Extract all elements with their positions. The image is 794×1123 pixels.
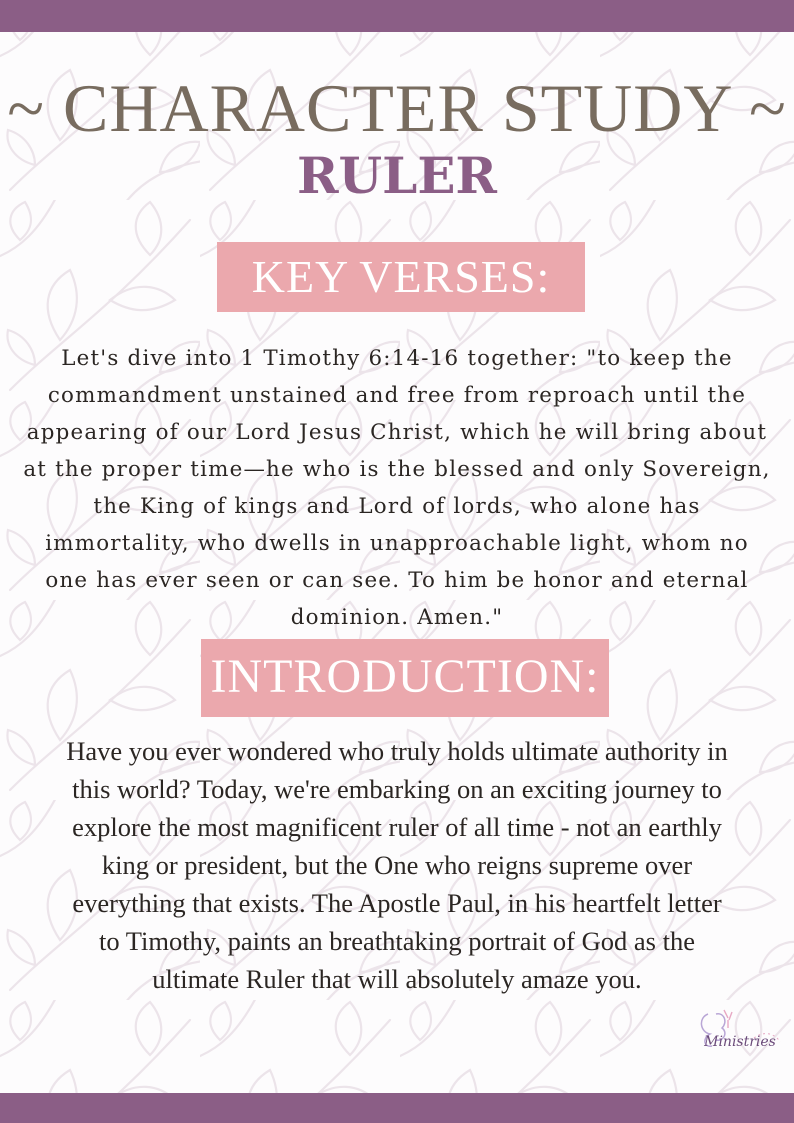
ministries-logo	[694, 1008, 786, 1086]
logo-text: Ministries	[704, 1034, 776, 1050]
intro-line: everything that exists. The Apostle Paul, in his heartfelt letter	[72, 888, 722, 918]
verse-line: dominion. Amen."	[290, 605, 504, 630]
introduction-text	[0, 732, 794, 998]
verse-line: appearing of our Lord Jesus Christ, which he will bring about	[26, 420, 768, 445]
verse-line: the King of kings and Lord of lords, who alone has	[93, 494, 701, 519]
intro-line: king or president, but the One who reigns supreme over	[101, 850, 693, 880]
introduction-banner: INTRODUCTION:	[201, 639, 609, 717]
top-accent-bar	[0, 0, 794, 32]
intro-line: explore the most magnificent ruler of all time - not an earthly	[72, 812, 722, 842]
intro-line: ultimate Ruler that will absolutely amaze you.	[152, 964, 642, 994]
verse-line: Let's dive into 1 Timothy 6:14-16 together: "to keep the	[61, 346, 733, 371]
verse-line: immortality, who dwells in unapproachable light, whom no	[45, 531, 749, 556]
intro-line: Have you ever wondered who truly holds ultimate authority in	[66, 736, 728, 766]
page-title: ~ CHARACTER STUDY ~	[7, 70, 787, 146]
verse-line: commandment unstained and free from reproach until the	[47, 383, 747, 408]
key-verses-banner: KEY VERSES:	[217, 242, 585, 312]
verse-line: one has ever seen or can see. To him be honor and eternal	[45, 568, 749, 593]
key-verses-text	[0, 340, 794, 636]
bottom-accent-bar	[0, 1093, 794, 1123]
page-subtitle: RULER	[297, 146, 497, 205]
intro-line: to Timothy, paints an breathtaking portrait of God as the	[99, 926, 695, 956]
verse-line: at the proper time—he who is the blessed and only Sovereign,	[23, 457, 771, 482]
intro-line: this world? Today, we're embarking on an exciting journey to	[72, 774, 722, 804]
